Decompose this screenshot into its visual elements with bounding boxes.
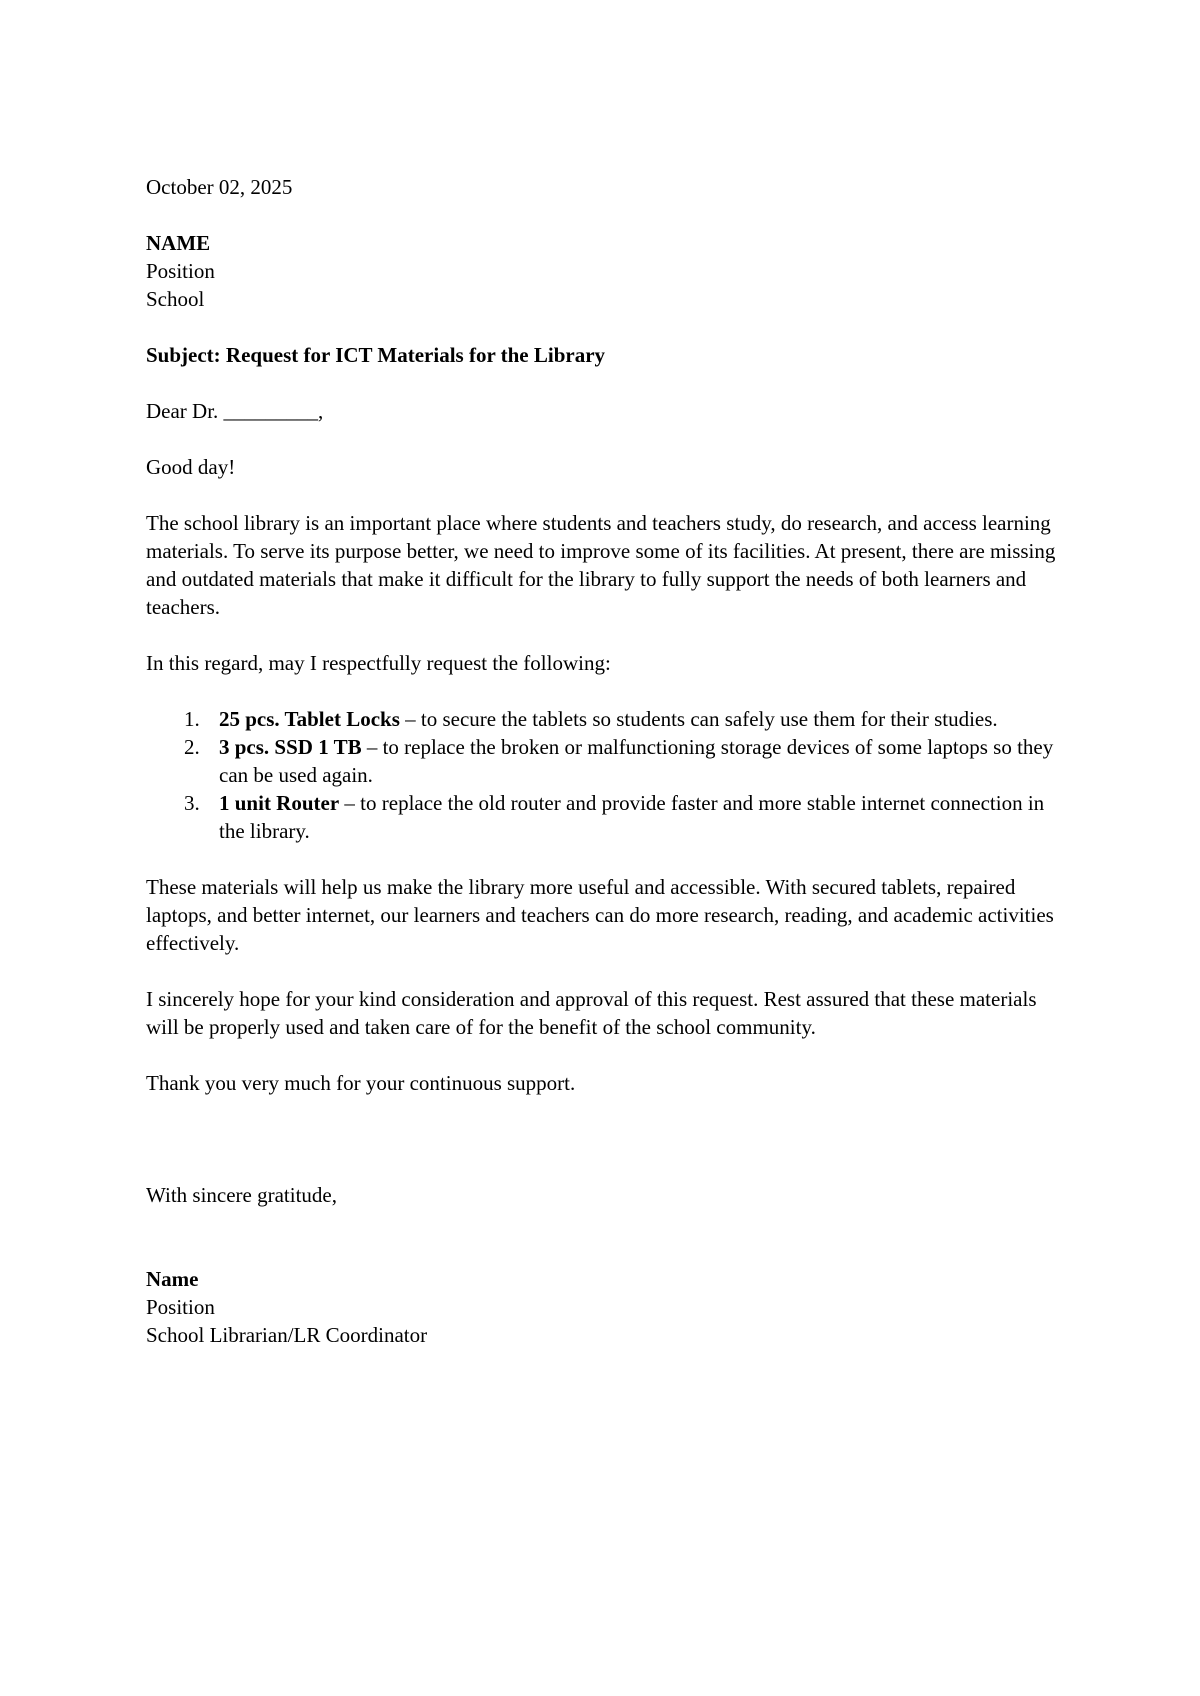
sender-position: Position xyxy=(146,1295,215,1319)
request-intro: In this regard, may I respectfully request the following: xyxy=(146,651,611,675)
intro-paragraph: The school library is an important place where students and teachers study, do research, and access learning materials. To serve its purpose better, we need to improve some of its facilities. At present, there are missing and outdated materials that make it difficult for the library to fully support the needs of both learners and teachers. xyxy=(146,511,1056,619)
sender-title: School Librarian/LR Coordinator xyxy=(146,1323,428,1347)
list-item xyxy=(146,733,1056,789)
list-item-number: 2. xyxy=(184,735,200,759)
list-item xyxy=(146,789,1056,845)
subject-text: Request for ICT Materials for the Library xyxy=(225,343,606,367)
recipient-school: School xyxy=(146,287,205,311)
signature-block xyxy=(146,1265,1056,1349)
recipient-block xyxy=(146,229,1056,313)
hope-paragraph: I sincerely hope for your kind consideration and approval of this request. Rest assured that these materials will be properly used and taken care of for the benefit of the school community. xyxy=(146,987,1037,1039)
list-item-text xyxy=(219,733,1056,789)
list-item-description: – to replace the old router and provide faster and more stable internet connection in the library. xyxy=(219,791,1045,843)
list-item-description: – to secure the tablets so students can safely use them for their studies. xyxy=(399,707,998,731)
list-item-text xyxy=(219,789,1056,845)
recipient-name: NAME xyxy=(146,231,211,255)
sender-name: Name xyxy=(146,1267,199,1291)
letter-date: October 02, 2025 xyxy=(146,175,293,199)
list-item-number: 3. xyxy=(184,791,200,815)
benefit-paragraph: These materials will help us make the library more useful and accessible. With secured tablets, repaired laptops, and better internet, our learners and teachers can do more research, reading, and academic activities effectively. xyxy=(146,875,1054,955)
subject-line xyxy=(146,341,1056,369)
list-item-description: – to replace the broken or malfunctioning storage devices of some laptops so they can be used again. xyxy=(219,735,1054,787)
list-item-title: 25 pcs. Tablet Locks xyxy=(219,707,400,731)
list-item-title: 3 pcs. SSD 1 TB xyxy=(219,735,362,759)
list-item-title: 1 unit Router xyxy=(219,791,340,815)
request-list xyxy=(146,705,1056,845)
list-item-number: 1. xyxy=(184,707,200,731)
subject-label: Subject: xyxy=(146,343,221,367)
greeting: Good day! xyxy=(146,455,236,479)
list-item-text xyxy=(219,705,1056,733)
letter-body xyxy=(146,173,1056,1349)
list-item xyxy=(146,705,1056,733)
salutation: Dear Dr. _________, xyxy=(146,399,324,423)
thanks-line: Thank you very much for your continuous support. xyxy=(146,1071,576,1095)
closing-line: With sincere gratitude, xyxy=(146,1183,337,1207)
recipient-position: Position xyxy=(146,259,215,283)
